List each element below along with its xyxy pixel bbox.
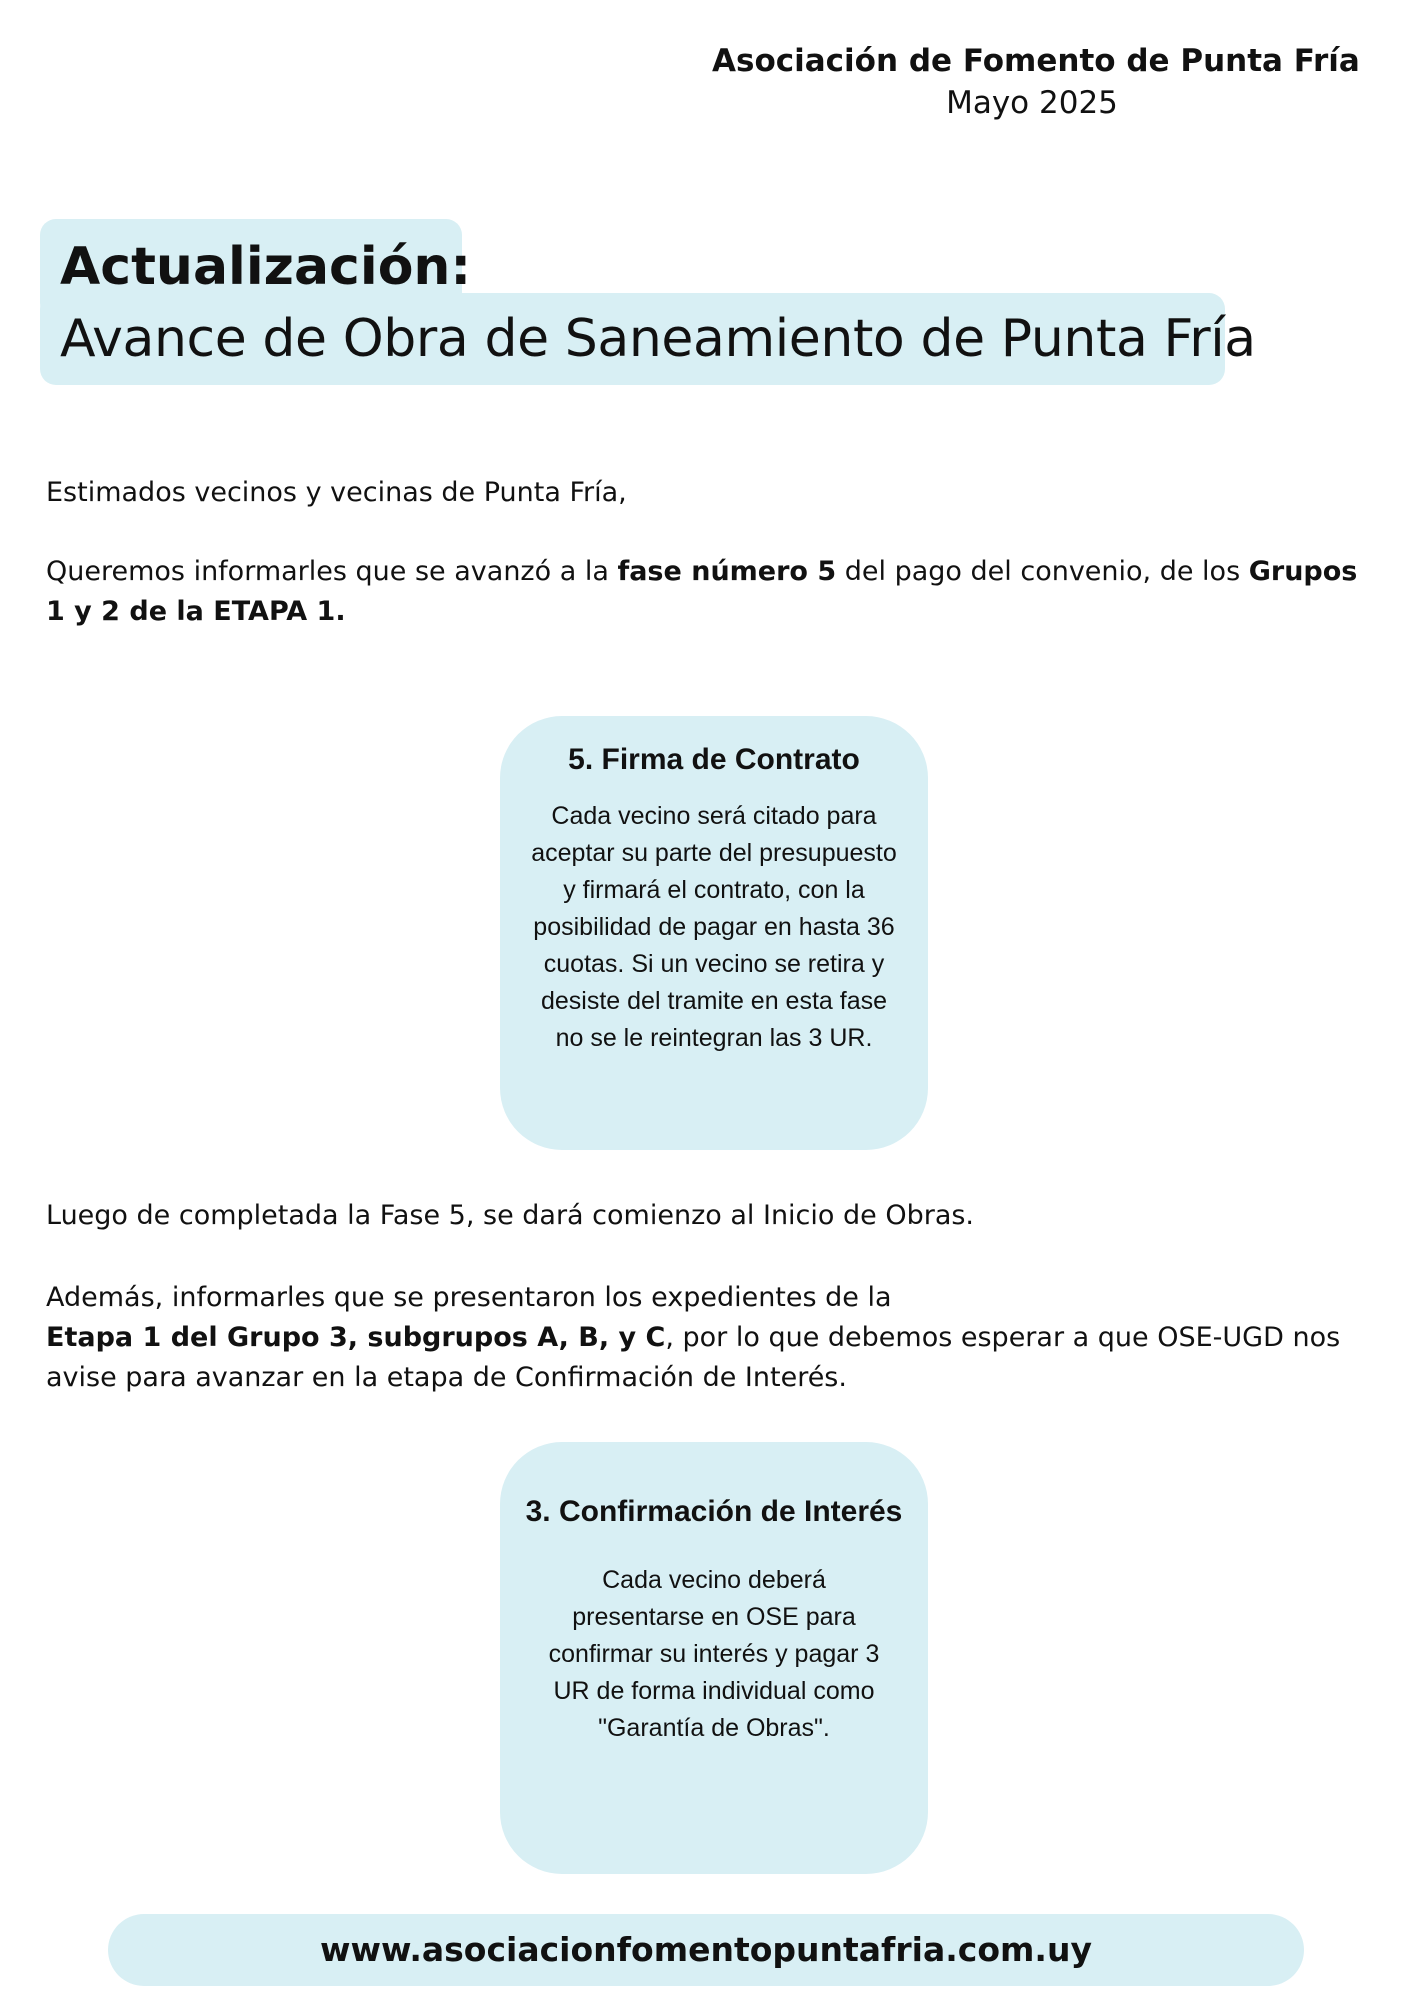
phase-text-1: Queremos informarles que se avanzó a la [46, 556, 618, 587]
phase-number: fase número 5 [617, 556, 837, 587]
expedientes-groups: Etapa 1 del Grupo 3, subgrupos A, B, y C [46, 1322, 666, 1353]
card-title: 3. Confirmación de Interés [525, 1495, 903, 1528]
organization-name: Asociación de Fomento de Punta Fría [712, 43, 1360, 79]
card-text: Cada vecino deberá presentarse en OSE para confirmar su interés y pagar 3 UR de forma individual como "Garantía de Obras". [548, 1566, 880, 1742]
card-confirmacion-interes [500, 1442, 928, 1874]
header [712, 40, 1360, 124]
works-paragraph: Luego de completada la Fase 5, se dará comienzo al Inicio de Obras. [46, 1200, 975, 1231]
groups-text: Grupos 1 y 2 de la ETAPA 1. [46, 556, 1358, 627]
expedientes-text-2: , por lo que debemos esperar a que OSE-UGD nos avise para avanzar en la etapa de Confirmación de Interés. [46, 1322, 1341, 1393]
card-firma-contrato [500, 716, 928, 1150]
page-title: Avance de Obra de Saneamiento de Punta Fría [60, 309, 1256, 369]
greeting-paragraph: Estimados vecinos y vecinas de Punta Fría, [46, 477, 627, 508]
card-text: Cada vecino será citado para aceptar su parte del presupuesto y firmará el contrato, con la posibilidad de pagar en hasta 36 cuotas. Si un vecino se retira y desiste del tramite en esta fase no se le reintegran las 3 UR. [531, 802, 897, 1052]
footer-website-link[interactable]: www.asociacionfomentopuntafria.com.uy [108, 1914, 1304, 1986]
phase-text-2: del pago del convenio, de los [836, 556, 1249, 587]
phase-paragraph [46, 552, 1366, 632]
card-title: 5. Firma de Contrato [568, 743, 860, 776]
issue-date: Mayo 2025 [946, 85, 1118, 121]
title-label: Actualización: [60, 237, 472, 297]
expedientes-paragraph [46, 1278, 1366, 1398]
expedientes-text-1: Además, informarles que se presentaron los expedientes de la [46, 1282, 892, 1313]
